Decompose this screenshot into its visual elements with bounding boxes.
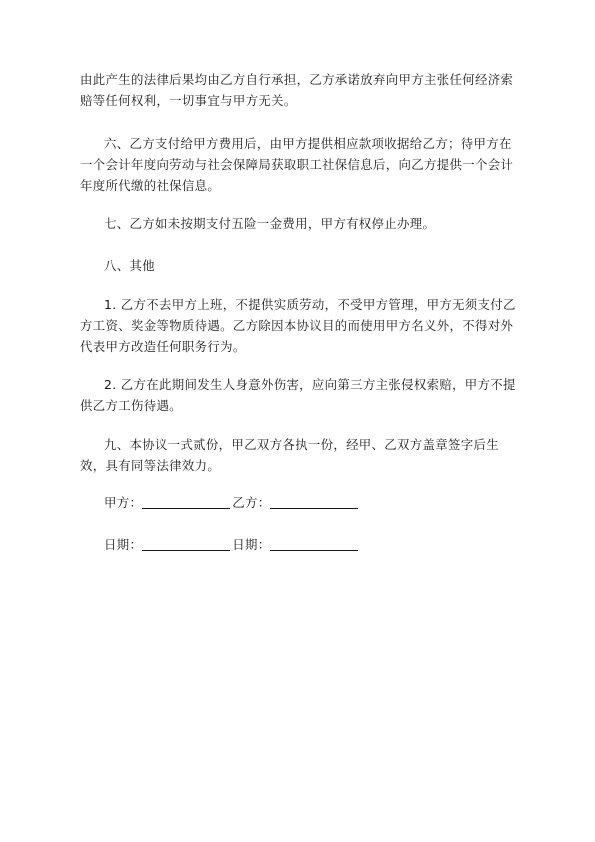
signature-line-parties xyxy=(104,493,360,513)
paragraph-section-nine: 九、本协议一式贰份，甲乙双方各执一份，经甲、乙双方盖章签字后生效，具有同等法律效力。 xyxy=(80,437,499,473)
party-a-signature-blank xyxy=(142,496,230,509)
date-label-b: 日期： xyxy=(232,537,271,552)
paragraph-clause-1: 1. 乙方不去甲方上班，不提供实质劳动，不受甲方管理，甲方无须支付乙方工资、奖金等物质待遇。乙方除因本协议目的而使用甲方名义外，不得对外代表甲方改造任何职务行为。 xyxy=(80,297,516,354)
paragraph-section-six: 六、乙方支付给甲方费用后，由甲方提供相应款项收据给乙方；待甲方在一个会计年度向劳动与社会保障局获取职工社保信息后，向乙方提供一个会计年度所代缴的社保信息。 xyxy=(80,136,514,193)
paragraph-section-eight-heading: 八、其他 xyxy=(104,258,155,273)
signature-line-dates xyxy=(104,535,360,555)
date-label-a: 日期： xyxy=(104,537,143,552)
party-b-label: 乙方： xyxy=(232,495,271,510)
date-b-blank xyxy=(270,538,358,551)
paragraph-clause-2: 2. 乙方在此期间发生人身意外伤害，应向第三方主张侵权索赔，甲方不提供乙方工伤待遇。 xyxy=(80,377,516,413)
paragraph-section-seven: 七、乙方如未按期支付五险一金费用，甲方有权停止办理。 xyxy=(104,216,436,231)
party-b-signature-blank xyxy=(270,496,358,509)
party-a-label: 甲方： xyxy=(104,495,143,510)
date-a-blank xyxy=(142,538,230,551)
paragraph-liability-continued: 由此产生的法律后果均由乙方自行承担，乙方承诺放弃向甲方主张任何经济索赔等任何权利，一切事宜与甲方无关。 xyxy=(80,72,514,108)
